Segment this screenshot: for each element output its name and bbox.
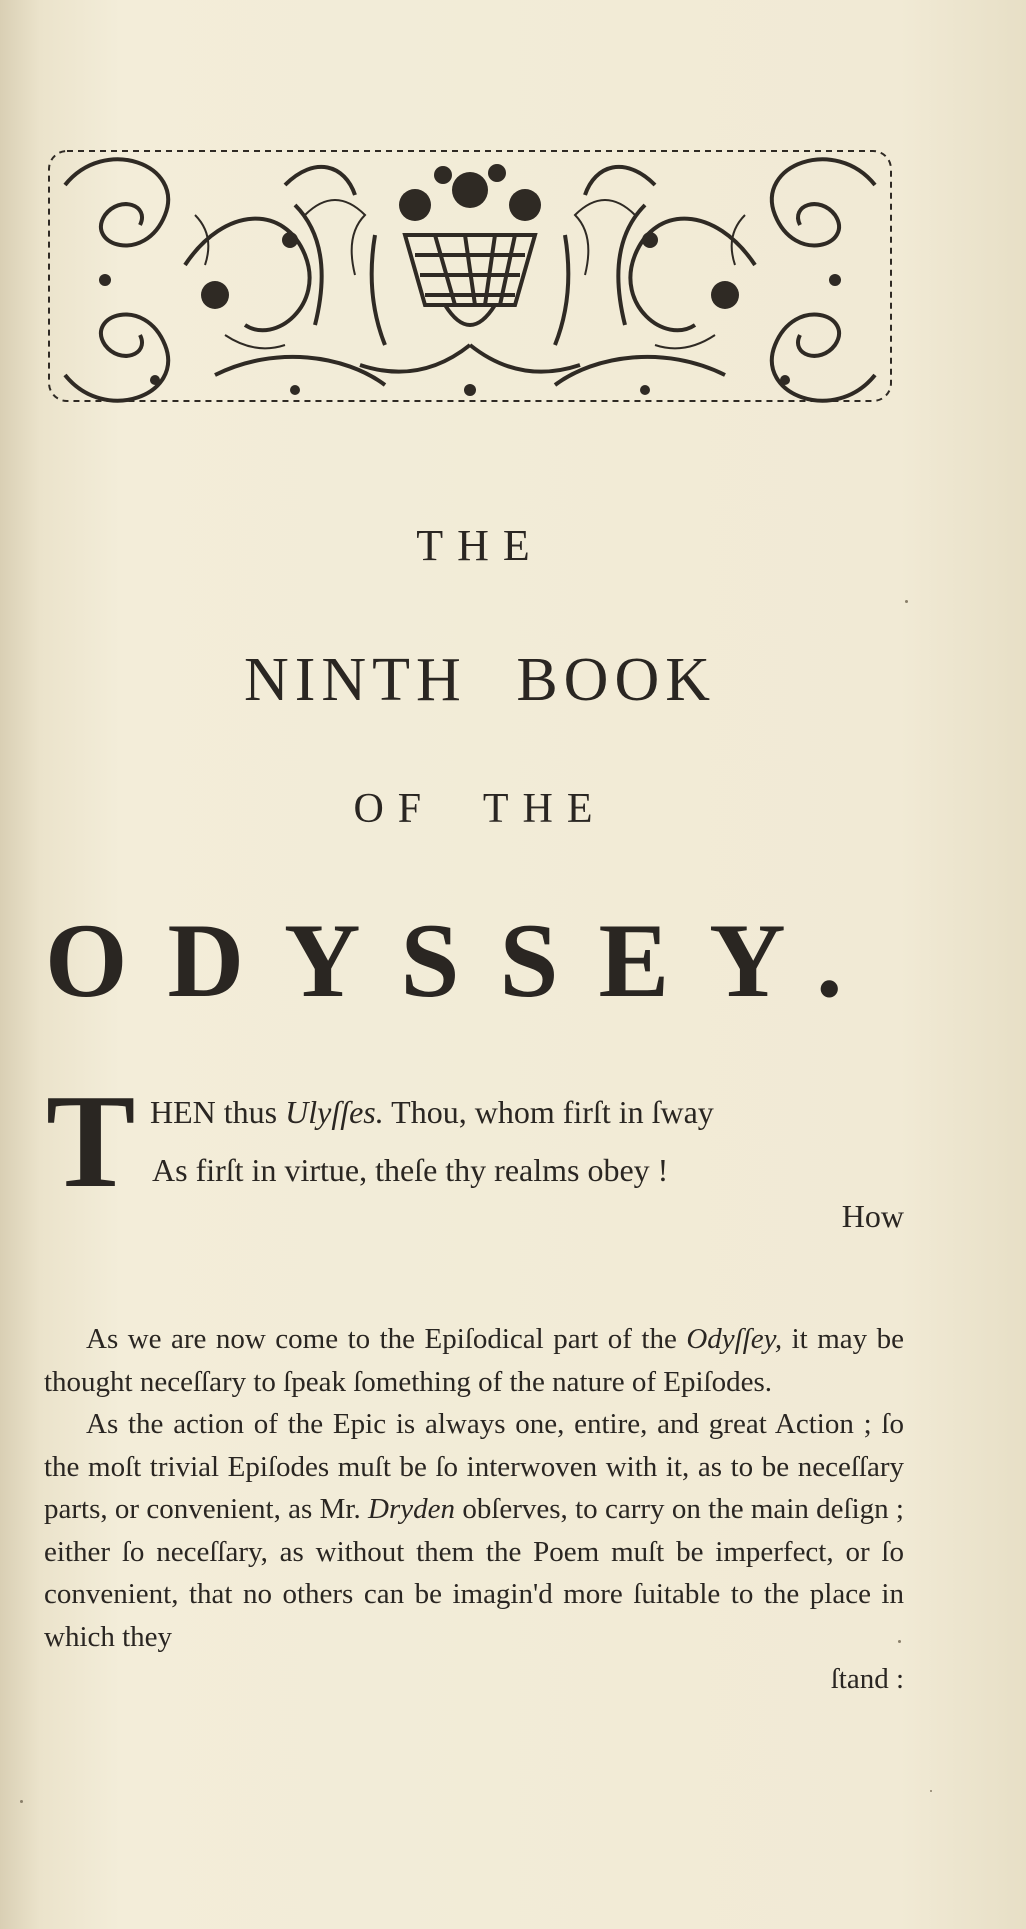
title-odyssey: ODYSSEY.	[45, 902, 883, 1019]
note-paragraph-1	[44, 1318, 904, 1403]
note-1-title: Odyſſey,	[686, 1323, 783, 1355]
title-of-the: OF THE	[353, 786, 607, 832]
note-1-start: As we are now come to the Epiſodical part of the	[86, 1323, 687, 1355]
drop-cap: T	[46, 1067, 136, 1215]
verse-line-2: As firſt in virtue, theſe thy realms obey !	[152, 1152, 669, 1188]
footnotes	[44, 1318, 904, 1701]
note-2-end: obſerves, to carry on the main deſign ; either ſo neceſſary, as without them the Poem muſt be imperfect, or ſo convenient, that no others can be imagin'd more ſuitable to the place in which they	[44, 1493, 904, 1653]
verse-name-ulysses: Ulyſſes.	[285, 1094, 384, 1130]
title-ninth-book: NINTH BOOK	[243, 646, 717, 714]
note-2-start: As the action of the Epic is always one, entire, and great Action ; ſo the moſt trivial Epiſodes muſt be ſo interwoven with it, as to be neceſſary parts, or convenient, as Mr.	[44, 1408, 904, 1525]
note-1-end: it may be thought neceſſary to ſpeak ſomething of the nature of Epiſodes.	[44, 1323, 904, 1398]
title-the: THE	[416, 521, 544, 570]
catchword-notes: ſtand :	[830, 1663, 904, 1695]
verse-line-1-start: HEN thus	[150, 1094, 286, 1130]
note-paragraph-2	[44, 1403, 904, 1658]
note-2-name: Dryden	[368, 1493, 456, 1525]
catchword-verse: How	[841, 1198, 904, 1234]
headpiece-ornament	[45, 145, 895, 410]
verse-line-1-end: Thou, whom firſt in ſway	[383, 1094, 714, 1130]
verse-line-1	[150, 1094, 714, 1131]
